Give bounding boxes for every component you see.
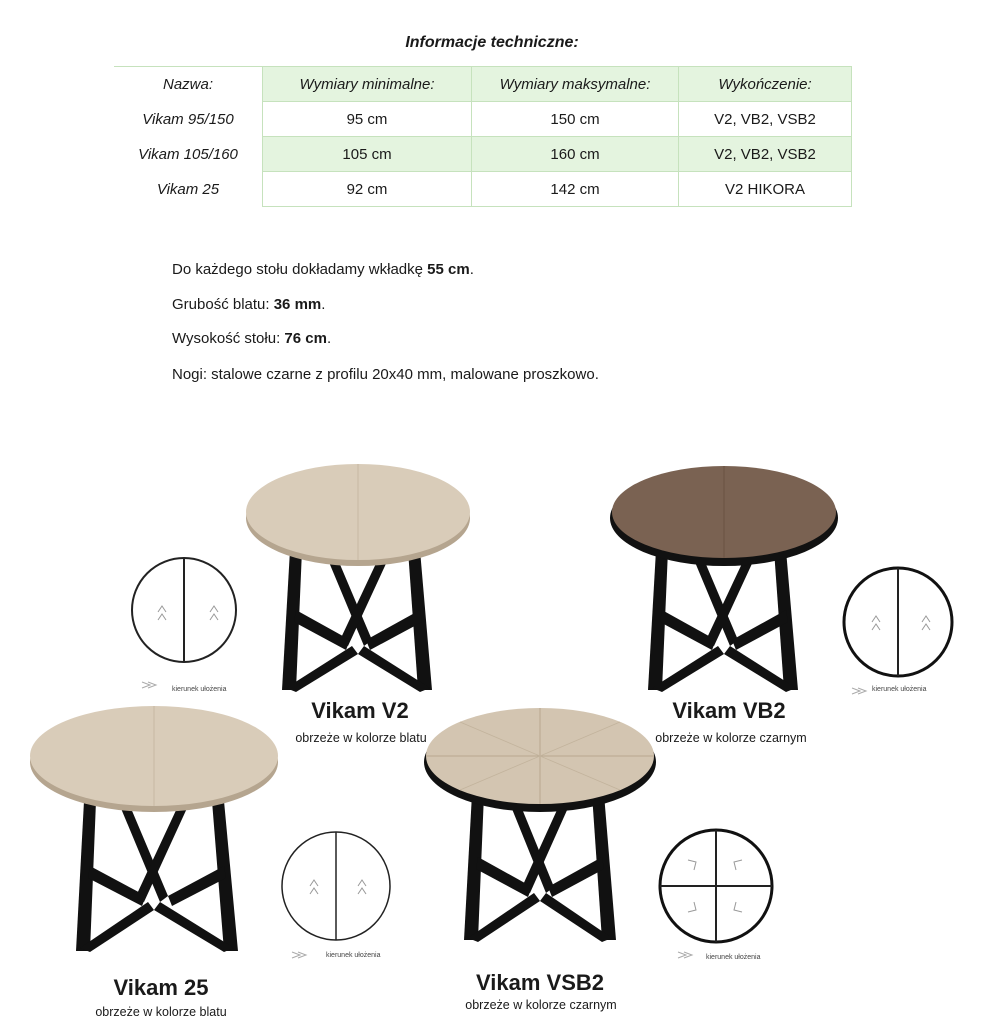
row-finish: V2, VB2, VSB2: [679, 102, 852, 137]
direction-label: kierunek ułożenia: [872, 686, 927, 693]
table-legs: [76, 801, 238, 952]
row-name: Vikam 95/150: [114, 102, 263, 137]
product-name-v2: Vikam V2: [311, 698, 409, 723]
row-min: 92 cm: [263, 172, 472, 207]
table-row: [114, 102, 852, 137]
table-legs: [282, 550, 432, 692]
direction-label: kierunek ułożenia: [326, 952, 381, 959]
table-v2-image: [240, 460, 480, 700]
row-min: 95 cm: [263, 102, 472, 137]
tech-info-title: Informacje techniczne:: [405, 34, 579, 51]
table-legs: [648, 550, 798, 692]
table-vsb2-image: [420, 702, 660, 952]
row-max: 150 cm: [472, 102, 679, 137]
vb2-pattern-diagram: [832, 560, 972, 700]
product-edge-25: obrzeże w kolorze blatu: [95, 1005, 227, 1019]
info-insert: Do każdego stołu dokładamy wkładkę 55 cm.: [172, 261, 474, 278]
table-legs: [464, 794, 616, 942]
product-name-vsb2: Vikam VSB2: [475, 970, 604, 995]
v25-pattern-diagram: [272, 820, 412, 970]
spec-table: [114, 66, 852, 207]
info-thickness: Grubość blatu: 36 mm.: [172, 296, 326, 313]
product-edge-vsb2: obrzeże w kolorze czarnym: [465, 998, 617, 1012]
header-name: Nazwa:: [114, 67, 263, 102]
row-min: 105 cm: [263, 137, 472, 172]
header-finish: Wykończenie:: [679, 67, 852, 102]
table-header-row: [114, 67, 852, 102]
product-edge-vb2: obrzeże w kolorze czarnym: [655, 731, 807, 745]
row-finish: V2, VB2, VSB2: [679, 137, 852, 172]
direction-label: kierunek ułożenia: [706, 954, 761, 961]
product-name-25: Vikam 25: [113, 975, 209, 1000]
row-max: 160 cm: [472, 137, 679, 172]
row-name: Vikam 25: [114, 172, 263, 207]
product-name-vb2: Vikam VB2: [672, 698, 786, 723]
direction-label: kierunek ułożenia: [172, 686, 227, 693]
header-max: Wymiary maksymalne:: [472, 67, 679, 102]
row-max: 142 cm: [472, 172, 679, 207]
row-finish: V2 HIKORA: [679, 172, 852, 207]
table-row: [114, 137, 852, 172]
vsb2-pattern-diagram: [652, 824, 792, 964]
info-height: Wysokość stołu: 76 cm.: [172, 330, 332, 347]
table-25-image: [28, 706, 284, 966]
header-min: Wymiary minimalne:: [263, 67, 472, 102]
product-edge-v2: obrzeże w kolorze blatu: [295, 731, 427, 745]
table-row: [114, 172, 852, 207]
v2-pattern-diagram: [120, 550, 260, 690]
table-vb2-image: [606, 460, 846, 700]
row-name: Vikam 105/160: [114, 137, 263, 172]
info-legs: Nogi: stalowe czarne z profilu 20x40 mm, malowane proszkowo.: [172, 366, 599, 383]
